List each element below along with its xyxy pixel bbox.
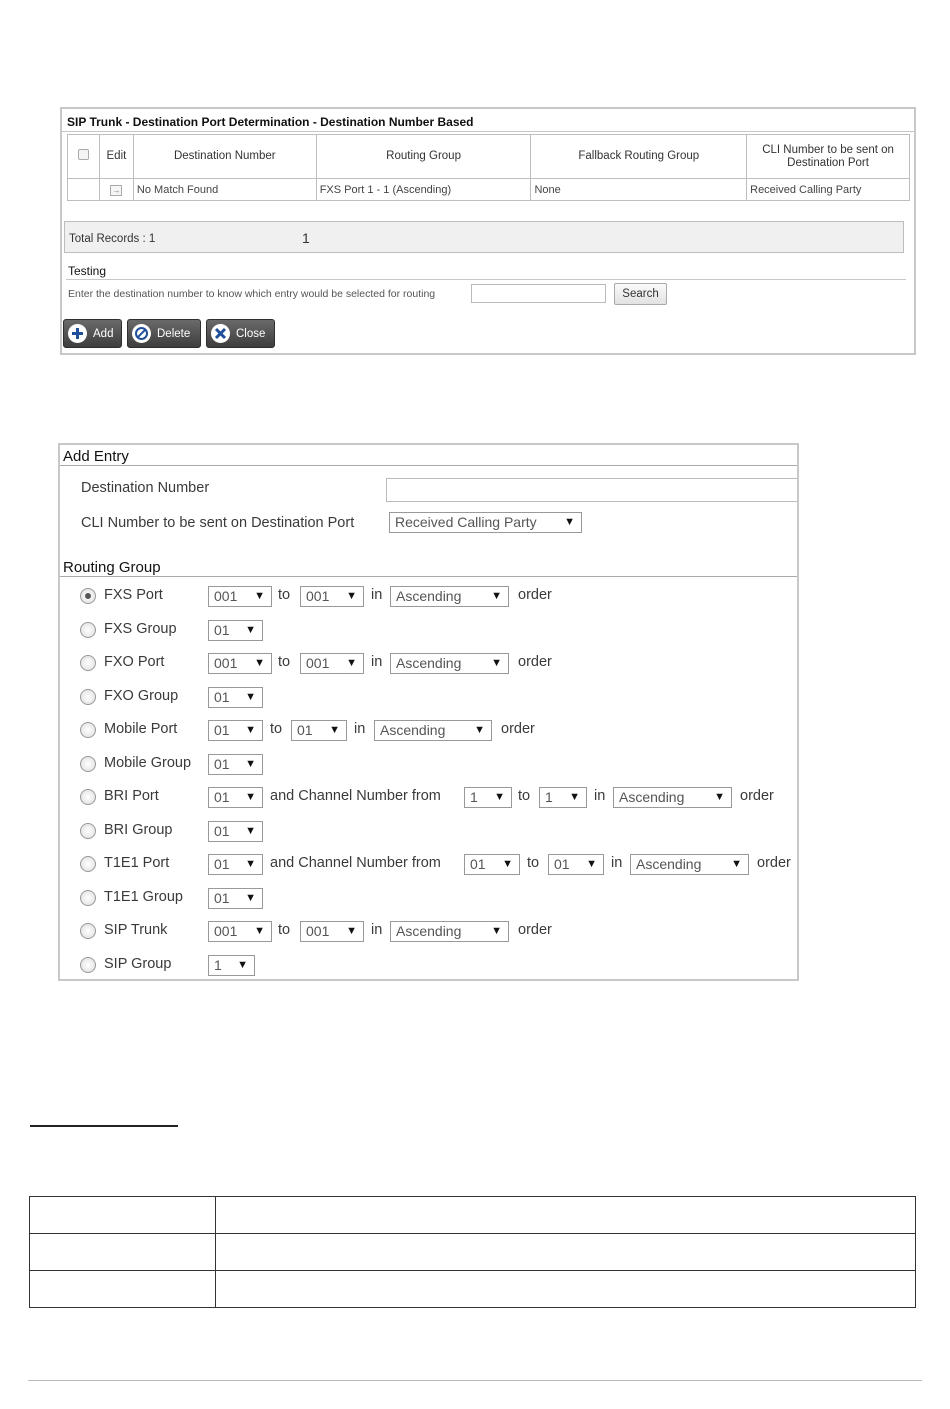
section-underline xyxy=(30,1125,178,1127)
mobile-port-order-select[interactable] xyxy=(374,720,492,741)
order-text: order xyxy=(501,721,535,737)
routing-group-title: Routing Group xyxy=(63,559,161,576)
order-text: order xyxy=(740,788,774,804)
select-value: 01 xyxy=(214,890,230,906)
select-value: 01 xyxy=(214,789,230,805)
sip-trunk-order-select[interactable] xyxy=(390,921,509,942)
select-value: 01 xyxy=(214,856,230,872)
dropdown-arrow-icon: ▼ xyxy=(346,590,357,602)
table-cell xyxy=(30,1197,216,1234)
t1e1-group-select[interactable] xyxy=(208,888,263,909)
bri-group-radio[interactable] xyxy=(80,823,96,839)
row-checkbox-cell xyxy=(68,179,100,201)
in-text: in xyxy=(594,788,606,804)
table-row xyxy=(68,179,910,201)
dropdown-arrow-icon: ▼ xyxy=(346,657,357,669)
fxs-group-select[interactable] xyxy=(208,620,263,641)
cell-cli-number: Received Calling Party xyxy=(747,179,910,201)
select-value: 01 xyxy=(470,856,486,872)
t1e1-channel-to-select[interactable] xyxy=(548,854,604,875)
delete-icon xyxy=(132,324,151,343)
edit-cell xyxy=(99,179,133,201)
dropdown-arrow-icon: ▼ xyxy=(245,858,256,870)
routing-table xyxy=(67,134,910,201)
select-value: 01 xyxy=(214,756,230,772)
dropdown-arrow-icon: ▼ xyxy=(254,657,265,669)
in-text: in xyxy=(371,654,383,670)
testing-description: Enter the destination number to know which entry would be selected for routing xyxy=(68,288,436,300)
table-cell xyxy=(216,1234,916,1271)
dropdown-arrow-icon: ▼ xyxy=(245,691,256,703)
mobile-group-select[interactable] xyxy=(208,754,263,775)
testing-title: Testing xyxy=(68,264,107,278)
t1e1-port-radio[interactable] xyxy=(80,856,96,872)
select-value: Ascending xyxy=(396,588,462,604)
sip-trunk-from-select[interactable] xyxy=(208,921,272,942)
t1e1-group-label: T1E1 Group xyxy=(104,889,183,905)
select-value: 1 xyxy=(470,789,478,805)
add-entry-title: Add Entry xyxy=(63,448,129,465)
bri-port-label: BRI Port xyxy=(104,788,159,804)
fxo-group-select[interactable] xyxy=(208,687,263,708)
channel-number-text: and Channel Number from xyxy=(270,788,441,804)
fxs-port-label: FXS Port xyxy=(104,587,163,603)
plus-icon xyxy=(68,324,87,343)
order-text: order xyxy=(757,855,791,871)
to-text: to xyxy=(527,855,540,871)
dropdown-arrow-icon: ▼ xyxy=(502,858,513,870)
fxo-group-radio[interactable] xyxy=(80,689,96,705)
select-value: 1 xyxy=(214,957,222,973)
order-text: order xyxy=(518,654,552,670)
sip-group-radio[interactable] xyxy=(80,957,96,973)
test-number-input[interactable] xyxy=(471,284,606,303)
mobile-port-to-select[interactable] xyxy=(291,720,347,741)
divider xyxy=(66,279,906,280)
bri-port-radio[interactable] xyxy=(80,789,96,805)
bri-group-label: BRI Group xyxy=(104,822,173,838)
select-value: Ascending xyxy=(380,722,446,738)
total-records-value: 1 xyxy=(302,230,310,246)
fxs-port-radio[interactable] xyxy=(80,588,96,604)
select-value: 001 xyxy=(214,923,238,939)
to-text: to xyxy=(518,788,531,804)
dropdown-arrow-icon: ▼ xyxy=(491,657,502,669)
fxs-port-from-select[interactable] xyxy=(208,586,272,607)
cli-number-select[interactable] xyxy=(389,512,582,533)
select-value: 001 xyxy=(214,655,238,671)
select-value: Ascending xyxy=(636,856,702,872)
channel-number-text: and Channel Number from xyxy=(270,855,441,871)
dropdown-arrow-icon: ▼ xyxy=(564,516,575,528)
cell-routing-group: FXS Port 1 - 1 (Ascending) xyxy=(316,179,531,201)
dropdown-arrow-icon: ▼ xyxy=(474,724,485,736)
cell-destination-number: No Match Found xyxy=(133,179,316,201)
fxo-group-label: FXO Group xyxy=(104,688,179,704)
close-label: Close xyxy=(236,327,266,340)
select-value: 01 xyxy=(554,856,570,872)
select-value: 001 xyxy=(214,588,238,604)
select-value: 01 xyxy=(214,689,230,705)
in-text: in xyxy=(371,922,383,938)
dropdown-arrow-icon: ▼ xyxy=(254,925,265,937)
delete-button[interactable] xyxy=(127,319,201,348)
table-row xyxy=(30,1234,916,1271)
dropdown-arrow-icon: ▼ xyxy=(245,724,256,736)
dropdown-arrow-icon: ▼ xyxy=(731,858,742,870)
fxo-port-order-select[interactable] xyxy=(390,653,509,674)
blank-table xyxy=(29,1196,916,1308)
col-cli-number: CLI Number to be sent on Destination Port xyxy=(747,135,910,179)
col-destination-number: Destination Number xyxy=(133,135,316,179)
select-all-header xyxy=(68,135,100,179)
table-cell xyxy=(216,1197,916,1234)
divider xyxy=(60,576,797,577)
select-value: Ascending xyxy=(619,789,685,805)
search-button[interactable]: Search xyxy=(614,283,667,305)
cell-fallback-routing-group: None xyxy=(531,179,747,201)
select-value: 01 xyxy=(214,722,230,738)
to-text: to xyxy=(270,721,283,737)
dropdown-arrow-icon: ▼ xyxy=(569,791,580,803)
mobile-port-label: Mobile Port xyxy=(104,721,178,737)
select-value: Ascending xyxy=(396,655,462,671)
dropdown-arrow-icon: ▼ xyxy=(586,858,597,870)
t1e1-group-radio[interactable] xyxy=(80,890,96,906)
fxo-port-label: FXO Port xyxy=(104,654,165,670)
add-entry-panel xyxy=(58,443,799,981)
table-cell xyxy=(30,1234,216,1271)
divider xyxy=(62,131,914,132)
add-label: Add xyxy=(93,327,114,340)
to-text: to xyxy=(278,654,291,670)
select-value: 001 xyxy=(306,923,330,939)
mobile-port-radio[interactable] xyxy=(80,722,96,738)
destination-port-panel xyxy=(60,107,916,355)
bri-order-select[interactable] xyxy=(613,787,732,808)
edit-icon[interactable]: → xyxy=(112,185,121,195)
table-header-row xyxy=(68,135,910,179)
mobile-port-from-select[interactable] xyxy=(208,720,263,741)
to-text: to xyxy=(278,587,291,603)
bri-channel-to-select[interactable] xyxy=(539,787,587,808)
col-fallback-routing-group: Fallback Routing Group xyxy=(531,135,747,179)
delete-label: Delete xyxy=(157,327,191,340)
bri-group-select[interactable] xyxy=(208,821,263,842)
col-edit: Edit xyxy=(99,135,133,179)
mobile-group-radio[interactable] xyxy=(80,756,96,772)
t1e1-order-select[interactable] xyxy=(630,854,749,875)
footer-divider xyxy=(28,1380,922,1381)
table-row xyxy=(30,1271,916,1308)
to-text: to xyxy=(278,922,291,938)
select-all-checkbox[interactable] xyxy=(78,149,89,160)
table-row xyxy=(30,1197,916,1234)
fxs-port-order-select[interactable] xyxy=(390,586,509,607)
select-value: 001 xyxy=(306,655,330,671)
sip-group-select[interactable] xyxy=(208,955,255,976)
panel-title: SIP Trunk - Destination Port Determination - Destination Number Based xyxy=(67,115,474,129)
add-button[interactable] xyxy=(63,319,122,348)
sip-trunk-to-select[interactable] xyxy=(300,921,364,942)
cli-number-label: CLI Number to be sent on Destination Port xyxy=(81,515,355,531)
sip-trunk-radio[interactable] xyxy=(80,923,96,939)
dropdown-arrow-icon: ▼ xyxy=(245,825,256,837)
table-cell xyxy=(30,1271,216,1308)
order-text: order xyxy=(518,587,552,603)
dropdown-arrow-icon: ▼ xyxy=(494,791,505,803)
fxs-group-label: FXS Group xyxy=(104,621,177,637)
cli-number-value: Received Calling Party xyxy=(395,514,537,530)
select-value: Ascending xyxy=(396,923,462,939)
fxs-port-to-select[interactable] xyxy=(300,586,364,607)
fxo-port-radio[interactable] xyxy=(80,655,96,671)
fxo-port-from-select[interactable] xyxy=(208,653,272,674)
dropdown-arrow-icon: ▼ xyxy=(346,925,357,937)
dropdown-arrow-icon: ▼ xyxy=(491,925,502,937)
in-text: in xyxy=(611,855,623,871)
destination-number-label: Destination Number xyxy=(81,480,210,496)
dropdown-arrow-icon: ▼ xyxy=(329,724,340,736)
table-cell xyxy=(216,1271,916,1308)
close-button[interactable] xyxy=(206,319,275,348)
t1e1-port-label: T1E1 Port xyxy=(104,855,170,871)
in-text: in xyxy=(354,721,366,737)
divider xyxy=(60,465,797,466)
dropdown-arrow-icon: ▼ xyxy=(714,791,725,803)
dropdown-arrow-icon: ▼ xyxy=(245,791,256,803)
destination-number-input[interactable] xyxy=(386,478,799,502)
dropdown-arrow-icon: ▼ xyxy=(237,959,248,971)
bri-port-select[interactable] xyxy=(208,787,263,808)
select-value: 001 xyxy=(306,588,330,604)
bri-channel-from-select[interactable] xyxy=(464,787,512,808)
order-text: order xyxy=(518,922,552,938)
dropdown-arrow-icon: ▼ xyxy=(254,590,265,602)
col-routing-group: Routing Group xyxy=(316,135,531,179)
select-value: 01 xyxy=(297,722,313,738)
close-icon xyxy=(211,324,230,343)
t1e1-port-select[interactable] xyxy=(208,854,263,875)
dropdown-arrow-icon: ▼ xyxy=(245,892,256,904)
select-value: 01 xyxy=(214,823,230,839)
dropdown-arrow-icon: ▼ xyxy=(491,590,502,602)
fxs-group-radio[interactable] xyxy=(80,622,96,638)
select-value: 1 xyxy=(545,789,553,805)
total-records-bar xyxy=(64,221,904,253)
t1e1-channel-from-select[interactable] xyxy=(464,854,520,875)
in-text: in xyxy=(371,587,383,603)
select-value: 01 xyxy=(214,622,230,638)
mobile-group-label: Mobile Group xyxy=(104,755,192,771)
total-records-label: Total Records : 1 xyxy=(69,233,156,245)
dropdown-arrow-icon: ▼ xyxy=(245,624,256,636)
fxo-port-to-select[interactable] xyxy=(300,653,364,674)
sip-trunk-label: SIP Trunk xyxy=(104,922,168,938)
sip-group-label: SIP Group xyxy=(104,956,172,972)
dropdown-arrow-icon: ▼ xyxy=(245,758,256,770)
